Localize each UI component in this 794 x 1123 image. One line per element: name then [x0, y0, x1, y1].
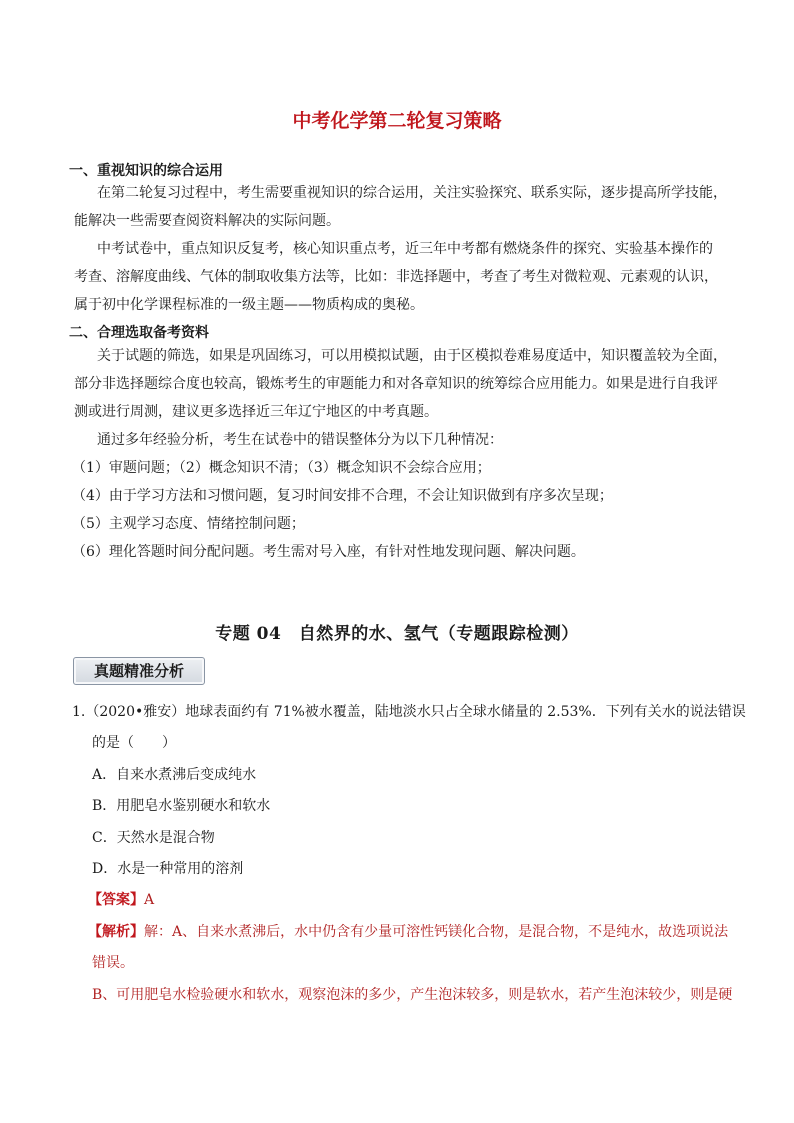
analysis-label: 【解析】: [88, 924, 144, 940]
answer-label: 【答案】: [88, 892, 144, 908]
topic-title: 专题 04 自然界的水、氢气（专题跟踪检测）: [215, 624, 579, 644]
answer-value: A: [144, 892, 155, 908]
question-line-2: 的是（ ）: [92, 735, 176, 751]
list-item: （5）主观学习态度、情绪控制问题；: [72, 516, 305, 532]
section-1-para-1-line-1: 在第二轮复习过程中，考生需要重视知识的综合运用，关注实验探究、联系实际，逐步提高所学技能，: [97, 185, 727, 201]
answer-line: [88, 890, 154, 910]
question-line-1: 1.（2020•雅安）地球表面约有 71%被水覆盖，陆地淡水只占全球水储量的 2.53%．下列有关水的说法错误: [72, 704, 746, 720]
option-a: A．自来水煮沸后变成纯水: [92, 767, 257, 783]
option-b: B．用肥皂水鉴别硬水和软水: [92, 798, 271, 814]
section-1-para-2-line-3: 属于初中化学课程标准的一级主题——物质构成的奥秘。: [74, 297, 424, 313]
section-1-para-1-line-2: 能解决一些需要查阅资料解决的实际问题。: [74, 213, 340, 229]
analysis-line-3: B、可用肥皂水检验硬水和软水，观察泡沫的多少，产生泡沫较多，则是软水，若产生泡沫较少，则是硬: [92, 987, 733, 1003]
list-item: （4）由于学习方法和习惯问题，复习时间安排不合理，不会让知识做到有序多次呈现；: [72, 488, 613, 504]
section-2-para-1-line-2: 部分非选择题综合度也较高，锻炼考生的审题能力和对各章知识的统筹综合应用能力。如果是进行自我评: [74, 376, 718, 392]
list-item: （1）审题问题；（2）概念知识不清；（3）概念知识不会综合应用；: [72, 460, 491, 476]
section-2-para-2-line-1: 通过多年经验分析，考生在试卷中的错误整体分为以下几种情况：: [97, 432, 503, 448]
section-1-para-2-line-1: 中考试卷中，重点知识反复考，核心知识重点考，近三年中考都有燃烧条件的探究、实验基本操作的: [97, 241, 713, 257]
section-1-para-2-line-2: 考查、溶解度曲线、气体的制取收集方法等，比如：非选择题中，考查了考生对微粒观、元素观的认识，: [74, 269, 718, 285]
option-c: C．天然水是混合物: [92, 830, 215, 846]
section-badge: 真题精准分析: [73, 657, 205, 685]
section-1-heading: 一、重视知识的综合运用: [69, 163, 223, 179]
option-d: D．水是一种常用的溶剂: [92, 861, 244, 877]
list-item: （6）理化答题时间分配问题。考生需对号入座，有针对性地发现问题、解决问题。: [72, 544, 585, 560]
analysis-line-2: 错误。: [92, 955, 134, 971]
section-2-para-1-line-1: 关于试题的筛选，如果是巩固练习，可以用模拟试题，由于区模拟卷难易度适中，知识覆盖较为全面，: [97, 348, 727, 364]
section-2-heading: 二、合理选取备考资料: [69, 325, 209, 341]
page-title: 中考化学第二轮复习策略: [292, 110, 502, 132]
analysis-line-1: [88, 922, 728, 942]
section-2-para-1-line-3: 测或进行周测，建议更多选择近三年辽宁地区的中考真题。: [74, 404, 438, 420]
analysis-text: 解：A、自来水煮沸后，水中仍含有少量可溶性钙镁化合物，是混合物，不是纯水，故选项说法: [144, 924, 729, 940]
